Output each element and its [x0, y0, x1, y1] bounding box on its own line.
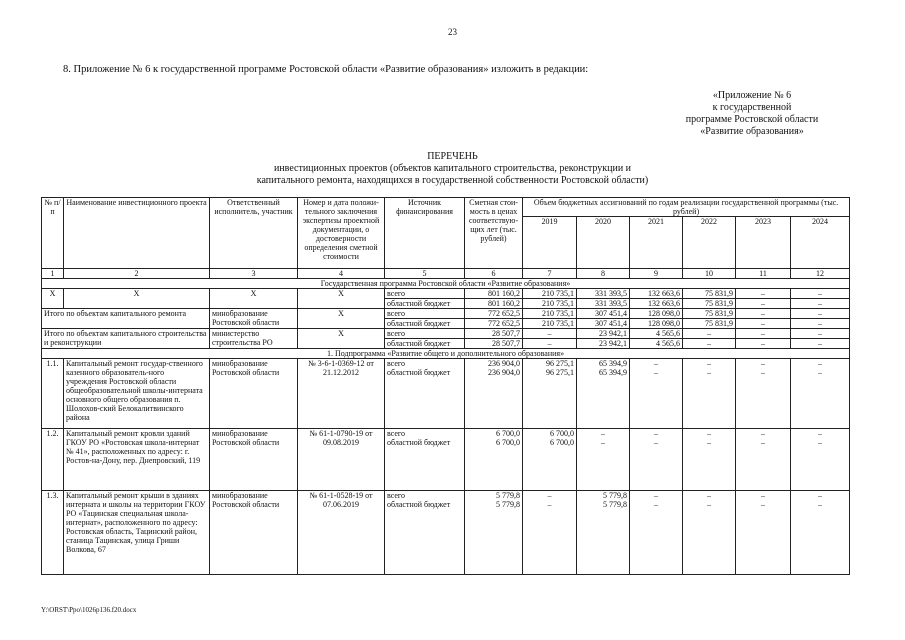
cell-value: – — [791, 319, 850, 329]
value-regional: – — [547, 500, 552, 509]
cell-source — [385, 491, 465, 575]
cell-value — [736, 429, 791, 491]
cell-value — [736, 359, 791, 429]
cell-source: областной бюджет — [385, 319, 465, 329]
col-number: 10 — [683, 269, 736, 279]
header-year: 2020 — [577, 217, 630, 269]
cell-value — [736, 491, 791, 575]
cell-value: 4 565,6 — [630, 329, 683, 339]
cell-value — [791, 359, 850, 429]
cell-value: – — [736, 309, 791, 319]
source-regional: областной бюджет — [387, 368, 451, 377]
value-regional: – — [707, 500, 711, 509]
value-regional: – — [818, 368, 823, 377]
cell-value — [791, 491, 850, 575]
value-regional: – — [654, 500, 658, 509]
col-number: 7 — [523, 269, 577, 279]
col-number: 6 — [465, 269, 523, 279]
intro-text: 8. Приложение № 6 к государственной программе Ростовской области «Развитие образования» изложить в редакции: — [63, 64, 589, 75]
cell-value: 210 735,1 — [523, 319, 577, 329]
col-number: 3 — [210, 269, 298, 279]
cell-value — [577, 429, 630, 491]
cell-value: 307 451,4 — [577, 309, 630, 319]
value-total: 236 904,0 — [488, 359, 520, 368]
source-total: всего — [387, 359, 406, 368]
cell-value — [683, 429, 736, 491]
cell-value: 132 663,6 — [630, 299, 683, 309]
value-total: 5 779,8 — [603, 491, 627, 500]
value-total: – — [818, 359, 823, 368]
header-year: 2024 — [791, 217, 850, 269]
cell-value: 23 942,1 — [577, 339, 630, 349]
cell-value: 128 098,0 — [630, 309, 683, 319]
value-total: 65 394,9 — [599, 359, 627, 368]
value-total: – — [818, 429, 823, 438]
cell-source: всего — [385, 309, 465, 319]
cell-name: Х — [64, 289, 210, 309]
program-title: Государственная программа Ростовской области «Развитие образования» — [42, 279, 850, 289]
header-expertise: Номер и дата положи-тельного заключения экспертизы проектной документации, о достоверности определения сметной стоимости — [298, 198, 385, 269]
cell-responsible: минобразование Ростовской области — [210, 429, 298, 491]
cell-expertise: № 61-1-0528-19 от 07.06.2019 — [298, 491, 385, 575]
cell-value — [465, 491, 523, 575]
col-number: 8 — [577, 269, 630, 279]
title-line: ПЕРЕЧЕНЬ — [427, 151, 478, 162]
file-path-footer: Y:\ORST\Ppo\1026p136.f20.docx — [41, 606, 137, 614]
cell-num: Х — [42, 289, 64, 309]
value-total: – — [707, 491, 711, 500]
investment-projects-table — [41, 197, 850, 575]
value-regional: – — [707, 368, 711, 377]
cell-value: 210 735,1 — [523, 309, 577, 319]
cell-value: 210 735,1 — [523, 299, 577, 309]
project-row — [42, 491, 850, 575]
col-number: 4 — [298, 269, 385, 279]
col-number: 5 — [385, 269, 465, 279]
value-regional: 65 394,9 — [599, 368, 627, 377]
cell-value — [630, 491, 683, 575]
cell-value — [630, 429, 683, 491]
appendix-line: «Развитие образования» — [700, 126, 804, 137]
value-regional: – — [761, 368, 765, 377]
column-numbers-row — [42, 269, 850, 279]
cell-num: 1.3. — [42, 491, 64, 575]
value-regional: 236 904,0 — [488, 368, 520, 377]
header-row — [42, 198, 850, 217]
table-row — [42, 309, 850, 319]
cell-value: 772 652,5 — [465, 319, 523, 329]
cell-source: всего — [385, 329, 465, 339]
program-title-row — [42, 279, 850, 289]
table-row — [42, 289, 850, 299]
cell-value: 331 393,5 — [577, 289, 630, 299]
appendix-line: программе Ростовской области — [685, 114, 819, 125]
cell-source: областной бюджет — [385, 299, 465, 309]
cell-name: Капитальный ремонт крыши в зданиях интерната и школы на территории ГКОУ РО «Тацинская специальная школа-интернат», расположенного по адресу: Ростовская область, Тацинский район, станица Тацинская, улица Гриши Волкова, 67 — [64, 491, 210, 575]
cell-expertise: Х — [298, 329, 385, 349]
value-total: 96 275,1 — [546, 359, 574, 368]
cell-value — [465, 429, 523, 491]
header-name: Наименование инвестиционного проекта — [64, 198, 210, 269]
value-total: – — [654, 491, 658, 500]
header-estimate: Сметная стои-мость в ценах соответствую-щих лет (тыс. рублей) — [465, 198, 523, 269]
value-regional: 6 700,0 — [496, 438, 520, 447]
cell-value — [523, 429, 577, 491]
cell-value — [523, 359, 577, 429]
cell-value: – — [736, 319, 791, 329]
header-volume: Объем бюджетных ассигнований по годам реализации государственной программы (тыс. рублей) — [523, 198, 850, 217]
cell-num: 1.2. — [42, 429, 64, 491]
value-total: – — [761, 359, 765, 368]
col-number: 1 — [42, 269, 64, 279]
header-num: № п/п — [42, 198, 64, 269]
cell-expertise: № 3-6-1-0369-12 от 21.12.2012 — [298, 359, 385, 429]
project-row — [42, 429, 850, 491]
value-total: – — [818, 491, 823, 500]
cell-value: – — [523, 339, 577, 349]
cell-value: – — [683, 339, 736, 349]
cell-expertise: Х — [298, 289, 385, 309]
source-total: всего — [387, 429, 406, 438]
cell-value: 210 735,1 — [523, 289, 577, 299]
col-number: 2 — [64, 269, 210, 279]
value-total: – — [654, 359, 658, 368]
col-number: 11 — [736, 269, 791, 279]
cell-name: Капитальный ремонт кровли зданий ГКОУ РО «Ростовская школа-интернат № 41», расположенных по адресу: г. Ростов-на-Дону, пер. Днепровский, 119 — [64, 429, 210, 491]
cell-value: 75 831,9 — [683, 319, 736, 329]
appendix-line: к государственной — [712, 102, 792, 113]
subprogram-title: 1. Подпрограмма «Развитие общего и дополнительного образования» — [42, 349, 850, 359]
cell-value: 801 160,2 — [465, 289, 523, 299]
cell-source — [385, 429, 465, 491]
cell-responsible: минобразование Ростовской области — [210, 309, 298, 329]
title-line: инвестиционных проектов (объектов капитального строительства, реконструкции и — [273, 163, 632, 174]
subprogram-title-row — [42, 349, 850, 359]
value-total: – — [761, 429, 765, 438]
value-regional: – — [654, 368, 658, 377]
value-regional: – — [761, 438, 765, 447]
cell-value: 75 831,9 — [683, 299, 736, 309]
cell-num: 1.1. — [42, 359, 64, 429]
header-year: 2023 — [736, 217, 791, 269]
value-total: 6 700,0 — [550, 429, 574, 438]
cell-value: – — [736, 289, 791, 299]
cell-value: 331 393,5 — [577, 299, 630, 309]
value-regional: – — [601, 438, 605, 447]
value-regional: 5 779,8 — [603, 500, 627, 509]
cell-value — [465, 359, 523, 429]
cell-value: 801 160,2 — [465, 299, 523, 309]
value-total: – — [707, 429, 711, 438]
cell-value: – — [736, 329, 791, 339]
value-total: 5 779,8 — [496, 491, 520, 500]
cell-value: 307 451,4 — [577, 319, 630, 329]
value-total: – — [601, 429, 605, 438]
page-number: 23 — [448, 27, 457, 37]
cell-responsible: минобразование Ростовской области — [210, 491, 298, 575]
cell-value: 23 942,1 — [577, 329, 630, 339]
col-number: 12 — [791, 269, 850, 279]
appendix-line: «Приложение № 6 — [712, 90, 792, 101]
cell-value: – — [791, 329, 850, 339]
value-regional: – — [654, 438, 658, 447]
cell-value: – — [736, 339, 791, 349]
source-regional: областной бюджет — [387, 438, 451, 447]
appendix-caption — [672, 90, 832, 138]
project-row — [42, 359, 850, 429]
cell-responsible: министерство строительства РО — [210, 329, 298, 349]
table-row — [42, 329, 850, 339]
source-total: всего — [387, 491, 406, 500]
cell-value: 75 831,9 — [683, 309, 736, 319]
cell-value: 772 652,5 — [465, 309, 523, 319]
source-regional: областной бюджет — [387, 500, 451, 509]
document-title — [0, 151, 905, 187]
value-total: – — [761, 491, 765, 500]
value-total: – — [547, 491, 552, 500]
col-number: 9 — [630, 269, 683, 279]
cell-value: – — [683, 329, 736, 339]
header-source: Источник финансирования — [385, 198, 465, 269]
header-year: 2019 — [523, 217, 577, 269]
value-regional: – — [761, 500, 765, 509]
cell-value — [683, 359, 736, 429]
cell-source: всего — [385, 289, 465, 299]
cell-value: – — [791, 289, 850, 299]
cell-value — [523, 491, 577, 575]
cell-value: – — [523, 329, 577, 339]
cell-expertise: Х — [298, 309, 385, 329]
cell-value — [630, 359, 683, 429]
cell-value: – — [791, 309, 850, 319]
header-year: 2021 — [630, 217, 683, 269]
value-regional: 5 779,8 — [496, 500, 520, 509]
cell-value — [791, 429, 850, 491]
cell-expertise: № 61-1-0790-19 от 09.08.2019 — [298, 429, 385, 491]
value-total: 6 700,0 — [496, 429, 520, 438]
value-regional: 6 700,0 — [550, 438, 574, 447]
cell-value: 28 507,7 — [465, 329, 523, 339]
cell-responsible: минобразование Ростовской области — [210, 359, 298, 429]
cell-value: – — [736, 299, 791, 309]
value-regional: 96 275,1 — [546, 368, 574, 377]
header-responsible: Ответственный исполнитель, участник — [210, 198, 298, 269]
cell-value: 128 098,0 — [630, 319, 683, 329]
cell-source: областной бюджет — [385, 339, 465, 349]
value-regional: – — [818, 500, 823, 509]
value-regional: – — [707, 438, 711, 447]
value-total: – — [654, 429, 658, 438]
cell-responsible: Х — [210, 289, 298, 309]
cell-value: 132 663,6 — [630, 289, 683, 299]
value-total: – — [707, 359, 711, 368]
cell-value — [683, 491, 736, 575]
cell-name: Итого по объектам капитального ремонта — [42, 309, 210, 329]
cell-value — [577, 359, 630, 429]
header-year: 2022 — [683, 217, 736, 269]
cell-name: Итого по объектам капитального строительства и реконструкции — [42, 329, 210, 349]
cell-source — [385, 359, 465, 429]
cell-value: 75 831,9 — [683, 289, 736, 299]
cell-value: 28 507,7 — [465, 339, 523, 349]
title-line: капитального ремонта, находящихся в государственной собственности Ростовской области) — [256, 175, 649, 186]
cell-value: – — [791, 299, 850, 309]
value-regional: – — [818, 438, 823, 447]
cell-name: Капитальный ремонт государ-ственного казенного образователь-ного учреждения Ростовской области общеобразовательной школы-интерната основного общего образования п. Шолохов-ский Белокалитвинского района — [64, 359, 210, 429]
cell-value — [577, 491, 630, 575]
cell-value: 4 565,6 — [630, 339, 683, 349]
cell-value: – — [791, 339, 850, 349]
